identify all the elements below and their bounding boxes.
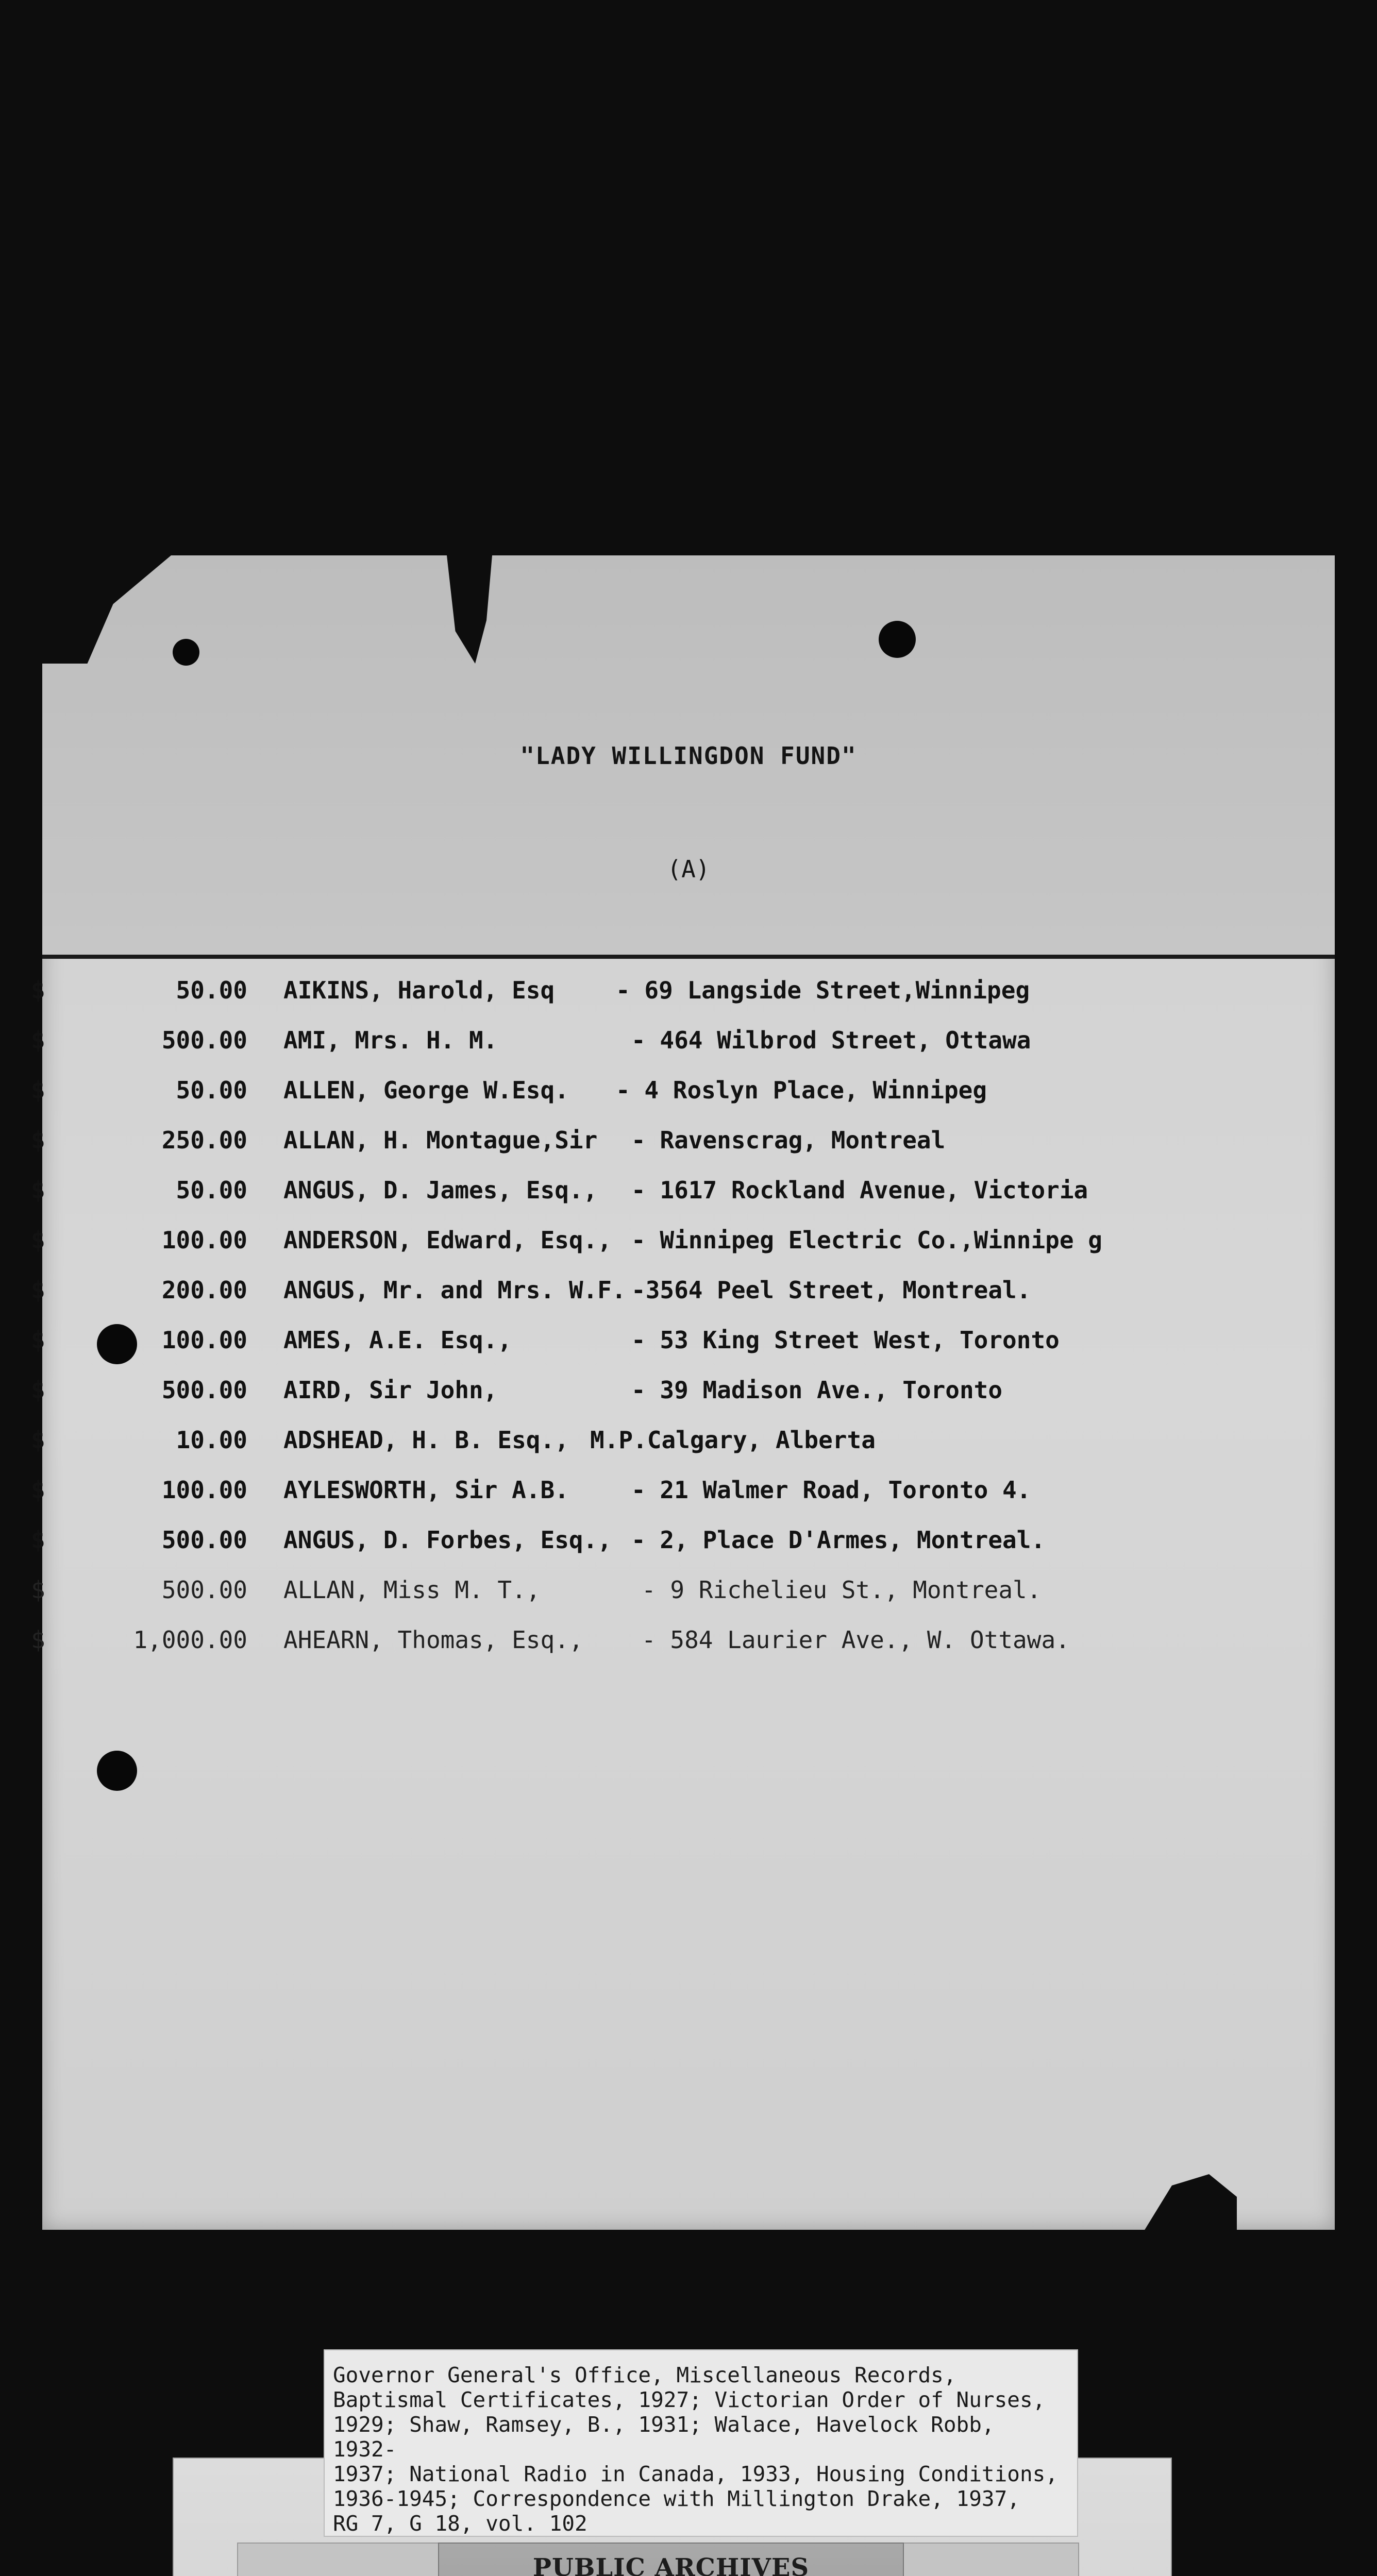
donor-address: - Ravenscrag, Montreal [631,1126,946,1154]
list-item [31,1326,1319,1376]
donor-address: - 69 Langside Street,Winnipeg [616,976,1030,1004]
donor-address: - 21 Walmer Road, Toronto 4. [631,1476,1031,1504]
donation-amount: 100.00 [161,1326,247,1354]
currency-symbol: $ [31,1076,45,1104]
header-divider-line [42,955,1335,959]
punch-hole [97,1751,137,1791]
list-item [31,1176,1319,1226]
donor-name: ANGUS, Mr. and Mrs. W.F. [283,1276,626,1304]
donor-address: M.P.Calgary, Alberta [590,1426,876,1454]
donor-name: ALLAN, Miss M. T., [283,1576,541,1604]
donation-amount: 500.00 [161,1376,247,1404]
list-item [31,1226,1319,1276]
list-item [31,1026,1319,1076]
punch-hole [879,621,916,658]
donor-name: AHEARN, Thomas, Esq., [283,1626,583,1654]
donor-name: AMES, A.E. Esq., [283,1326,512,1354]
donor-name: ADSHEAD, H. B. Esq., [283,1426,569,1454]
donor-address: - 53 King Street West, Toronto [631,1326,1060,1354]
currency-symbol: $ [31,1176,45,1204]
list-item [31,1426,1319,1476]
currency-symbol: $ [31,1426,45,1454]
donor-address: - 2, Place D'Armes, Montreal. [631,1526,1046,1554]
donation-list [31,976,1319,1676]
currency-symbol: $ [31,976,45,1004]
donation-amount: 50.00 [176,1176,247,1204]
document-title: "LADY WILLINGDON FUND" [520,742,857,770]
currency-symbol: $ [31,1326,45,1354]
donor-address: - 4 Roslyn Place, Winnipeg [616,1076,987,1104]
donor-name: ALLAN, H. Montague,Sir [283,1126,598,1154]
currency-symbol: $ [31,1376,45,1404]
currency-symbol: $ [31,1576,45,1604]
donor-name: AMI, Mrs. H. M. [283,1026,498,1054]
donation-amount: 200.00 [161,1276,247,1304]
donation-amount: 500.00 [161,1526,247,1554]
donor-address: - 39 Madison Ave., Toronto [631,1376,1003,1404]
donor-address: - 9 Richelieu St., Montreal. [642,1576,1042,1604]
list-item [31,1576,1319,1626]
donation-amount: 500.00 [161,1026,247,1054]
donation-amount: 50.00 [176,1076,247,1104]
donor-address: - 584 Laurier Ave., W. Ottawa. [642,1626,1070,1654]
currency-symbol: $ [31,1226,45,1254]
donation-amount: 250.00 [161,1126,247,1154]
public-archives-label [438,2543,904,2576]
donor-name: AIRD, Sir John, [283,1376,498,1404]
currency-symbol: $ [31,1526,45,1554]
donor-name: AYLESWORTH, Sir A.B. [283,1476,569,1504]
currency-symbol: $ [31,1126,45,1154]
currency-symbol: $ [31,1276,45,1304]
list-item [31,1526,1319,1576]
donor-name: ANGUS, D. Forbes, Esq., [283,1526,612,1554]
donor-address: - Winnipeg Electric Co.,Winnipe g [631,1226,1102,1254]
donor-address: - 1617 Rockland Avenue, Victoria [631,1176,1088,1204]
donor-address: - 464 Wilbrod Street, Ottawa [631,1026,1031,1054]
donor-name: ANGUS, D. James, Esq., [283,1176,598,1204]
archive-label-line-1: PUBLIC ARCHIVES [532,2553,810,2576]
donation-amount: 1,000.00 [133,1626,247,1654]
donor-name: ANDERSON, Edward, Esq., [283,1226,612,1254]
list-item [31,1076,1319,1126]
punch-hole [173,639,199,666]
donation-amount: 10.00 [176,1426,247,1454]
donor-name: AIKINS, Harold, Esq [283,976,555,1004]
list-item [31,1376,1319,1426]
donation-amount: 100.00 [161,1226,247,1254]
list-item [31,1476,1319,1526]
list-item [31,1626,1319,1676]
currency-symbol: $ [31,1626,45,1654]
donation-amount: 100.00 [161,1476,247,1504]
list-item [31,1126,1319,1176]
donor-address: -3564 Peel Street, Montreal. [631,1276,1031,1304]
donation-amount: 50.00 [176,976,247,1004]
currency-symbol: $ [31,1026,45,1054]
list-item [31,976,1319,1026]
archival-caption-card [324,2349,1078,2537]
document-section-letter: (A) [667,855,710,883]
donor-name: ALLEN, George W.Esq. [283,1076,569,1104]
archival-caption-text: Governor General's Office, Miscellaneous Records, Baptismal Certificates, 1927; Victorian Order of Nurses, 1929; Shaw, Ramsey, B., 1931; Walace, Havelock Robb, 1932- 1937; National Radio in Canada, 1933, Housing Conditions, 1936-1945; Correspondence with Millington Drake, 1937, RG 7, G 18, vol. 102 [333,2363,1058,2536]
currency-symbol: $ [31,1476,45,1504]
list-item [31,1276,1319,1326]
donation-amount: 500.00 [161,1576,247,1604]
